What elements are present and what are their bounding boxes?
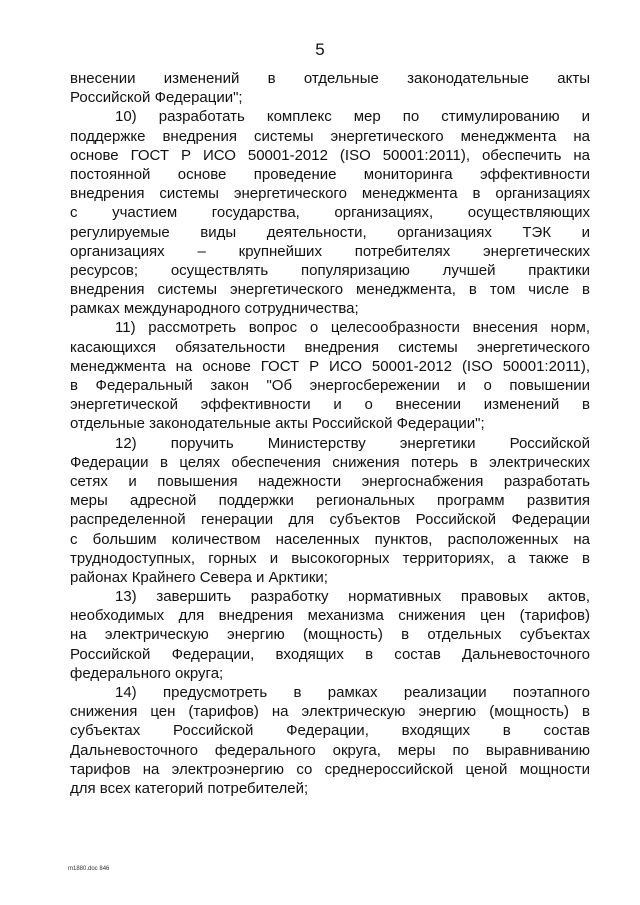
text-line: 12) поручить Министерству энергетики Российской: [115, 434, 590, 452]
text-line: федерального округа;: [70, 664, 224, 682]
text-line: Дальневосточного федерального округа, меры по выравниванию: [70, 741, 590, 759]
text-line: на электрическую энергию (мощность) в отдельных субъектах: [70, 626, 590, 644]
text-line: постоянной основе проведение мониторинга эффективности: [70, 165, 590, 183]
text-line: для всех категорий потребителей;: [70, 779, 309, 797]
text-line: внедрения системы энергетического менеджмента, в том числе в: [70, 281, 590, 299]
text-line: рамках международного сотрудничества;: [70, 300, 359, 318]
text-line: внесении изменений в отдельные законодательные акты: [70, 70, 590, 87]
text-line: меры адресной поддержки региональных программ развития: [70, 492, 590, 510]
text-line: снижения цен (тарифов) на электрическую энергию (мощность) в: [70, 703, 590, 721]
text-line: поддержке внедрения системы энергетического менеджмента на: [70, 127, 590, 145]
text-line: тарифов на электроэнергию со среднероссийской ценой мощности: [70, 760, 590, 778]
text-line: касающихся обязательности внедрения системы энергетического: [70, 338, 590, 356]
text-line: районах Крайнего Севера и Арктики;: [70, 568, 328, 586]
text-line: регулируемые виды деятельности, организациях ТЭК и: [70, 223, 590, 241]
text-line: с большим количеством населенных пунктов, расположенных на: [70, 530, 590, 548]
text-line: внедрения системы энергетического менеджмента в организациях: [70, 185, 590, 203]
footer-file-reference: m1880.doc 846: [68, 866, 110, 872]
document-body: [70, 69, 590, 798]
text-line: с участием государства, организациях, осуществляющих: [70, 204, 590, 222]
text-line: субъектах Российской Федерации, входящих в состав: [70, 722, 590, 740]
text-line: 14) предусмотреть в рамках реализации поэтапного: [115, 684, 590, 701]
text-line: отдельные законодательные акты Российской Федерации";: [70, 415, 485, 433]
text-line: организациях – крупнейших потребителях энергетических: [70, 242, 590, 260]
text-line: ресурсов; осуществлять популяризацию лучшей практики: [70, 261, 590, 279]
text-line: менеджмента на основе ГОСТ Р ИСО 50001-2012 (ISO 50001:2011),: [70, 357, 590, 375]
text-line: 11) рассмотреть вопрос о целесообразности внесения норм,: [115, 319, 590, 337]
text-line: 10) разработать комплекс мер по стимулированию и: [115, 108, 590, 126]
text-line: необходимых для внедрения механизма снижения цен (тарифов): [70, 607, 590, 625]
text-line: труднодоступных, горных и высокогорных территориях, а также в: [70, 549, 590, 567]
page-number: 5: [315, 40, 325, 59]
text-line: распределенной генерации для субъектов Российской Федерации: [70, 511, 590, 529]
text-line: 13) завершить разработку нормативных правовых актов,: [115, 588, 590, 606]
text-line: в Федеральный закон "Об энергосбережении и о повышении: [70, 377, 590, 394]
text-line: Федерации в целях обеспечения снижения потерь в электрических: [70, 453, 590, 471]
text-line: энергетической эффективности и о внесении изменений в: [70, 396, 590, 414]
text-line: основе ГОСТ Р ИСО 50001-2012 (ISO 50001:2011), обеспечить на: [70, 146, 590, 164]
text-line: сетях и повышения надежности энергоснабжения разработать: [70, 472, 590, 490]
text-line: Российской Федерации, входящих в состав Дальневосточного: [70, 645, 590, 663]
text-line: Российской Федерации";: [70, 89, 243, 107]
